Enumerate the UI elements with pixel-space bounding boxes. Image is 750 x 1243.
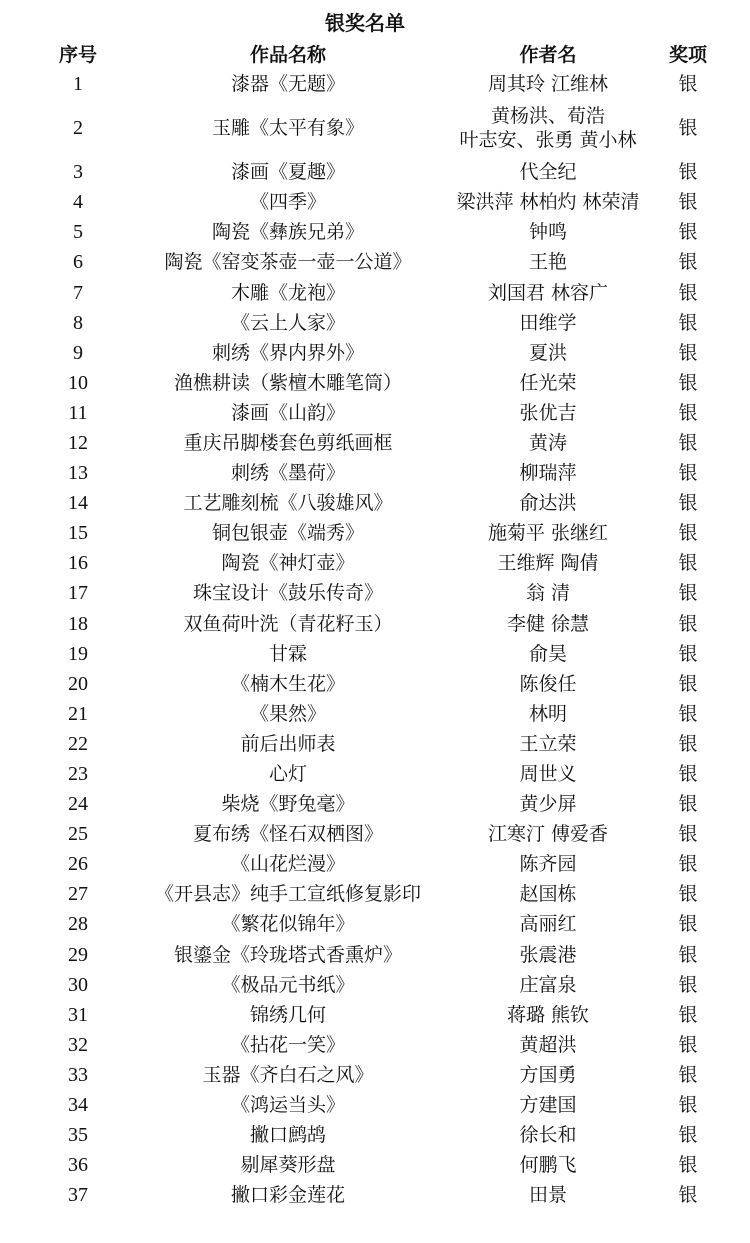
cell-no: 5 (73, 221, 83, 244)
cell-award: 银 (678, 117, 698, 140)
table-row (18, 789, 718, 819)
cell-work: 玉雕《太平有象》 (211, 117, 364, 140)
table-row (18, 819, 718, 849)
cell-no: 29 (68, 943, 88, 966)
cell-award: 银 (678, 73, 698, 96)
cell-author: 梁洪萍 林柏灼 林荣清 (456, 191, 640, 214)
silver-award-table (18, 38, 718, 1210)
cell-author: 王艳 (528, 251, 567, 274)
cell-work: 工艺雕刻梳《八骏雄风》 (183, 492, 393, 515)
cell-work: 《极品元书纸》 (221, 973, 355, 996)
cell-award: 银 (678, 462, 698, 485)
cell-author: 周世义 (519, 763, 577, 786)
cell-author: 柳瑞萍 (519, 462, 577, 485)
table-row (18, 488, 718, 518)
cell-author: 俞昊 (528, 642, 567, 665)
table-row (18, 940, 718, 970)
cell-author: 蒋璐 熊钦 (506, 1003, 590, 1026)
cell-no: 14 (68, 492, 88, 515)
cell-award: 银 (678, 431, 698, 454)
cell-no: 33 (68, 1063, 88, 1086)
cell-work: 双鱼荷叶洗（青花籽玉） (183, 612, 393, 635)
cell-award: 银 (678, 853, 698, 876)
cell-work: 重庆吊脚楼套色剪纸画框 (183, 431, 393, 454)
table-row (18, 639, 718, 669)
table-row (18, 1030, 718, 1060)
cell-award: 银 (678, 1184, 698, 1207)
table-row (18, 69, 718, 99)
cell-award: 银 (678, 1124, 698, 1147)
cell-work: 漆器《无题》 (230, 73, 345, 96)
cell-award: 银 (678, 1003, 698, 1026)
cell-author: 翁 清 (525, 582, 571, 605)
table-row (18, 548, 718, 578)
cell-author: 李健 徐慧 (506, 612, 590, 635)
cell-no: 7 (73, 281, 83, 304)
table-row (18, 909, 718, 939)
cell-work: 撇口鹧鸪 (249, 1124, 326, 1147)
cell-award: 银 (678, 943, 698, 966)
header-row (18, 38, 718, 69)
cell-work: 撇口彩金莲花 (230, 1184, 345, 1207)
cell-author: 徐长和 (519, 1124, 577, 1147)
cell-work: 锦绣几何 (249, 1003, 326, 1026)
cell-author: 陈齐园 (519, 853, 577, 876)
cell-no: 20 (68, 672, 88, 695)
cell-work: 银鎏金《玲珑塔式香熏炉》 (173, 943, 402, 966)
cell-no: 23 (68, 763, 88, 786)
cell-work: 甘霖 (268, 642, 307, 665)
cell-author: 张优吉 (519, 401, 577, 424)
cell-author: 黄涛 (528, 431, 567, 454)
cell-work: 漆画《夏趣》 (230, 161, 345, 184)
cell-work: 刺绣《界内界外》 (211, 341, 364, 364)
table-row (18, 338, 718, 368)
table-row (18, 247, 718, 277)
cell-author: 代全纪 (519, 161, 577, 184)
cell-author: 方建国 (519, 1094, 577, 1117)
table-row (18, 1120, 718, 1150)
cell-author: 王维辉 陶倩 (497, 552, 599, 575)
table-row (18, 970, 718, 1000)
cell-award: 银 (678, 1063, 698, 1086)
cell-author: 陈俊任 (519, 672, 577, 695)
cell-award: 银 (678, 883, 698, 906)
table-row (18, 1180, 718, 1210)
cell-author: 林明 (528, 702, 567, 725)
cell-no: 17 (68, 582, 88, 605)
cell-award: 银 (678, 973, 698, 996)
cell-work: 《果然》 (249, 702, 326, 725)
cell-award: 银 (678, 1094, 698, 1117)
table-row (18, 879, 718, 909)
table-row (18, 609, 718, 639)
cell-award: 银 (678, 642, 698, 665)
cell-work: 玉器《齐白石之风》 (202, 1063, 374, 1086)
cell-award: 银 (678, 672, 698, 695)
cell-author: 王立荣 (519, 732, 577, 755)
cell-author: 钟鸣 (528, 221, 567, 244)
table-row (18, 187, 718, 217)
cell-no: 37 (68, 1184, 88, 1207)
table-row (18, 99, 718, 157)
cell-no: 30 (68, 973, 88, 996)
cell-no: 22 (68, 732, 88, 755)
table-row (18, 578, 718, 608)
cell-award: 银 (678, 823, 698, 846)
cell-no: 32 (68, 1033, 88, 1056)
table-row (18, 729, 718, 759)
cell-no: 27 (68, 883, 88, 906)
cell-author: 黄杨洪、荀浩 叶志安、张勇 黄小林 (459, 105, 637, 152)
cell-no: 35 (68, 1124, 88, 1147)
header-no: 序号 (58, 44, 97, 66)
cell-no: 16 (68, 552, 88, 575)
header-work: 作品名称 (249, 44, 326, 66)
cell-work: 《四季》 (249, 191, 326, 214)
cell-work: 《楠木生花》 (230, 672, 345, 695)
table-row (18, 1000, 718, 1030)
cell-work: 陶瓷《神灯壶》 (221, 552, 355, 575)
cell-work: 《鸿运当头》 (230, 1094, 345, 1117)
header-author: 作者名 (519, 44, 577, 66)
cell-no: 10 (68, 371, 88, 394)
cell-work: 渔樵耕读（紫檀木雕笔筒） (173, 371, 402, 394)
cell-no: 24 (68, 793, 88, 816)
cell-award: 银 (678, 913, 698, 936)
page-title: 银奖名单 (325, 11, 405, 35)
cell-author: 黄少屏 (519, 793, 577, 816)
table-row (18, 518, 718, 548)
cell-award: 银 (678, 612, 698, 635)
cell-work: 剔犀葵形盘 (240, 1154, 336, 1177)
cell-no: 34 (68, 1094, 88, 1117)
cell-award: 银 (678, 401, 698, 424)
cell-award: 银 (678, 191, 698, 214)
cell-no: 9 (73, 341, 83, 364)
cell-author: 任光荣 (519, 371, 577, 394)
cell-work: 陶瓷《窑变茶壶一壶一公道》 (164, 251, 412, 274)
cell-award: 银 (678, 371, 698, 394)
cell-work: 铜包银壶《端秀》 (211, 522, 364, 545)
cell-no: 31 (68, 1003, 88, 1026)
table-row (18, 398, 718, 428)
cell-no: 19 (68, 642, 88, 665)
cell-author: 何鹏飞 (519, 1154, 577, 1177)
cell-work: 柴烧《野兔毫》 (221, 793, 355, 816)
cell-work: 刺绣《墨荷》 (230, 462, 345, 485)
cell-author: 黄超洪 (519, 1033, 577, 1056)
cell-no: 8 (73, 311, 83, 334)
table-row (18, 1150, 718, 1180)
cell-no: 28 (68, 913, 88, 936)
cell-no: 26 (68, 853, 88, 876)
cell-no: 12 (68, 431, 88, 454)
table-row (18, 458, 718, 488)
cell-no: 4 (73, 191, 83, 214)
cell-author: 周其玲 江维林 (487, 73, 609, 96)
cell-author: 赵国栋 (519, 883, 577, 906)
cell-work: 《拈花一笑》 (230, 1033, 345, 1056)
cell-work: 《山花烂漫》 (230, 853, 345, 876)
cell-work: 木雕《龙袍》 (230, 281, 345, 304)
table-row (18, 368, 718, 398)
cell-work: 前后出师表 (240, 732, 336, 755)
table-row (18, 277, 718, 307)
table-row (18, 849, 718, 879)
cell-work: 《开县志》纯手工宣纸修复影印 (154, 883, 421, 906)
cell-award: 银 (678, 251, 698, 274)
cell-no: 11 (68, 401, 88, 424)
table-row (18, 428, 718, 458)
cell-no: 1 (73, 73, 83, 96)
table-row (18, 157, 718, 187)
cell-no: 2 (73, 117, 83, 140)
cell-award: 银 (678, 1154, 698, 1177)
cell-award: 银 (678, 552, 698, 575)
cell-award: 银 (678, 341, 698, 364)
cell-work: 陶瓷《彝族兄弟》 (211, 221, 364, 244)
cell-no: 21 (68, 702, 88, 725)
cell-no: 36 (68, 1154, 88, 1177)
cell-award: 银 (678, 281, 698, 304)
table-row (18, 1090, 718, 1120)
cell-award: 银 (678, 1033, 698, 1056)
table-row (18, 308, 718, 338)
cell-author: 俞达洪 (519, 492, 577, 515)
cell-work: 夏布绣《怪石双栖图》 (192, 823, 383, 846)
cell-award: 银 (678, 492, 698, 515)
table-row (18, 759, 718, 789)
cell-author: 方国勇 (519, 1063, 577, 1086)
cell-award: 银 (678, 763, 698, 786)
header-award: 奖项 (668, 44, 707, 66)
cell-award: 银 (678, 793, 698, 816)
cell-author: 田景 (528, 1184, 567, 1207)
cell-author: 张震港 (519, 943, 577, 966)
cell-work: 《云上人家》 (230, 311, 345, 334)
cell-no: 18 (68, 612, 88, 635)
cell-work: 漆画《山韵》 (230, 401, 345, 424)
table-row (18, 699, 718, 729)
cell-work: 珠宝设计《鼓乐传奇》 (192, 582, 383, 605)
cell-award: 银 (678, 221, 698, 244)
cell-author: 江寒汀 傅爱香 (487, 823, 609, 846)
cell-work: 心灯 (268, 763, 307, 786)
cell-author: 田维学 (519, 311, 577, 334)
cell-no: 13 (68, 462, 88, 485)
cell-author: 刘国君 林容广 (487, 281, 609, 304)
cell-award: 银 (678, 702, 698, 725)
cell-no: 25 (68, 823, 88, 846)
cell-no: 15 (68, 522, 88, 545)
table-row (18, 669, 718, 699)
cell-award: 银 (678, 522, 698, 545)
cell-award: 银 (678, 582, 698, 605)
cell-no: 3 (73, 161, 83, 184)
cell-award: 银 (678, 161, 698, 184)
cell-author: 夏洪 (528, 341, 567, 364)
table-row (18, 217, 718, 247)
cell-work: 《繁花似锦年》 (221, 913, 355, 936)
cell-author: 庄富泉 (519, 973, 577, 996)
cell-author: 施菊平 张继红 (487, 522, 609, 545)
cell-author: 高丽红 (519, 913, 577, 936)
cell-award: 银 (678, 732, 698, 755)
table-row (18, 1060, 718, 1090)
cell-no: 6 (73, 251, 83, 274)
cell-award: 银 (678, 311, 698, 334)
